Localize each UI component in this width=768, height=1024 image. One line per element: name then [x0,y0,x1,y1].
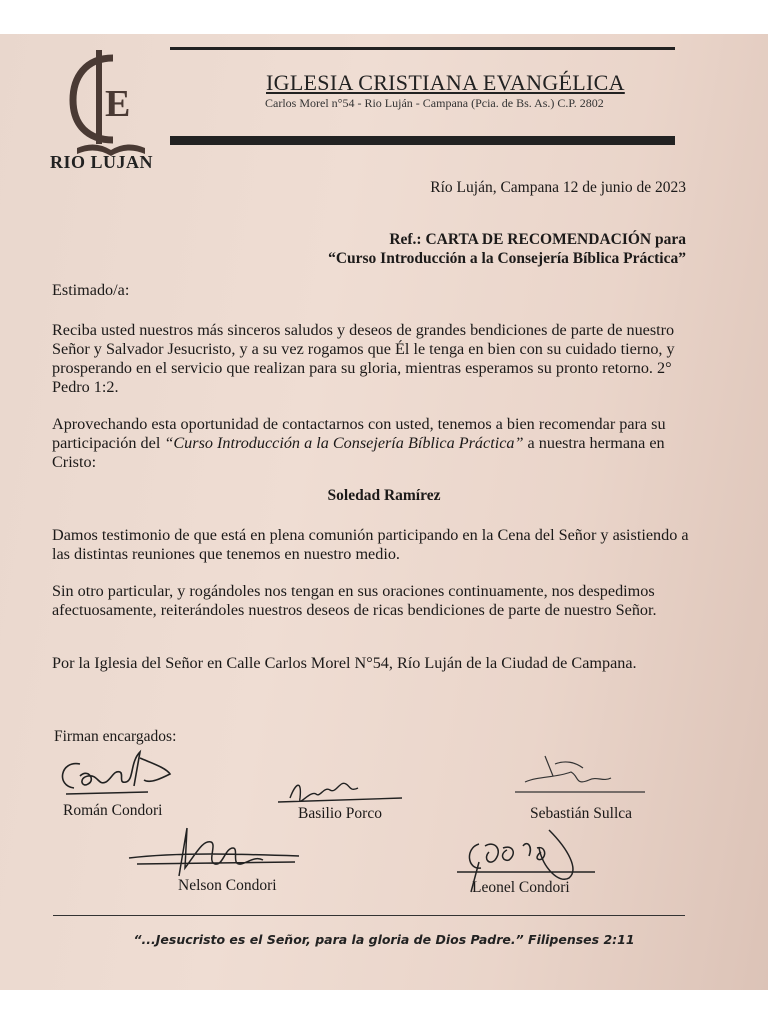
reference-line-1: Ref.: CARTA DE RECOMENDACIÓN para [389,231,686,248]
paragraph-2 [52,415,692,472]
letterhead-top-rule [170,47,675,50]
footer-rule [53,915,685,916]
footer-quote: “...Jesucristo es el Señor, para la gloria de Dios Padre.” Filipenses 2:11 [133,932,635,947]
logo-e-letter: E [105,83,131,125]
signatory-name-4: Nelson Condori [178,877,277,894]
paragraph-3: Damos testimonio de que está en plena comunión participando en la Cena del Señor y asistiendo a las distintas reuniones que tenemos en nuestro medio. [52,526,689,563]
logo-caption: RIO LUJAN [50,152,154,172]
greeting: Estimado/a: [52,281,130,299]
signatory-name-5: Leonel Condori [472,879,570,896]
signatory-name-3: Sebastián Sullca [530,805,633,822]
letterhead-bottom-rule [170,136,675,145]
course-title: “Curso Introducción a la Consejería Bíblica Práctica” [164,434,524,452]
paragraph-2-start: Aprovechando esta oportunidad de contactarnos con usted, tenemos a bien recomendar para su participación del [52,415,666,452]
letter-paper [0,34,768,990]
paragraph-4: Sin otro particular, y rogándoles nos tengan en sus oraciones continuamente, nos despedimos afectuosamente, reiterándoles nuestros deseos de ricas bendiciones de parte de nuestro Señor. [52,582,657,619]
signature-sebastian-sullca [505,750,655,800]
signature-roman-condori [52,746,192,806]
paragraph-1: Reciba usted nuestros más sinceros saludos y deseos de grandes bendiciones de parte de nuestro Señor y Salvador Jesucristo, y a su vez rogamos que Él le tenga en bien con su cuidado tierno, y prosperando en el servicio que realizan para su gloria, mientras esperamos su pronto retorno. 2° Pedro 1:2. [52,321,675,396]
reference-line-2: “Curso Introducción a la Consejería Bíblica Práctica” [328,250,686,267]
recommended-name: Soledad Ramírez [327,487,441,504]
paragraph-5: Por la Iglesia del Señor en Calle Carlos Morel N°54, Río Luján de la Ciudad de Campana. [52,654,637,672]
letter-reference [328,230,686,268]
signatory-name-1: Román Condori [63,802,163,819]
signature-nelson-condori [125,824,305,884]
paragraph-2-end: a nuestra hermana en Cristo: [52,434,665,471]
letter-date: Río Luján, Campana 12 de junio de 2023 [430,179,686,196]
signers-label: Firman encargados: [54,728,177,745]
signatory-name-2: Basilio Porco [298,805,382,822]
church-name: IGLESIA CRISTIANA EVANGÉLICA [266,70,625,95]
church-address: Carlos Morel n°54 - Rio Luján - Campana (Pcia. de Bs. As.) C.P. 2802 [265,96,604,110]
